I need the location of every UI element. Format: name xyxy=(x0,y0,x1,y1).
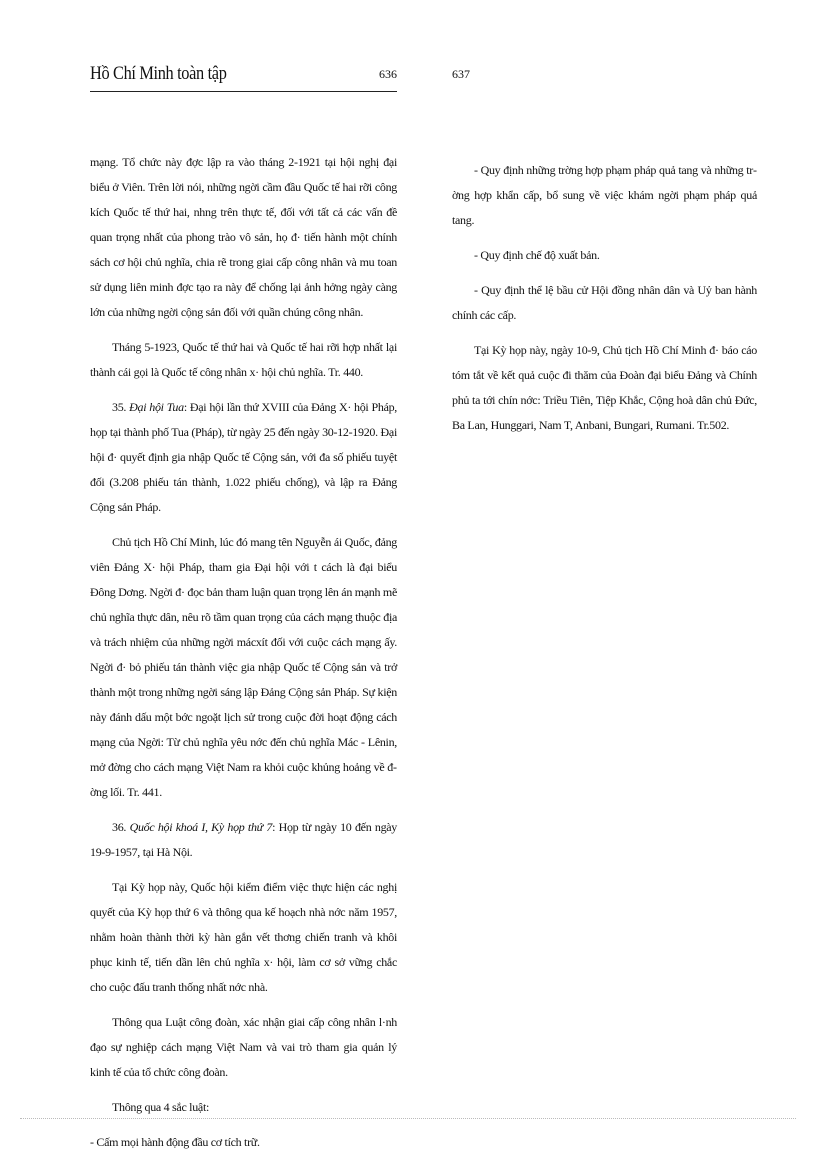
left-column xyxy=(90,150,397,1165)
page-number-left: 636 xyxy=(379,67,397,81)
list-item: - Quy định chế độ xuất bản. xyxy=(474,248,600,262)
running-header xyxy=(90,63,397,92)
note-text: : Họp từ ngày 10 đến ngày 19-9-1957, tại Hà Nội. xyxy=(90,820,397,859)
page-number-right: 637 xyxy=(452,67,470,81)
list-item: - Quy định những trờng hợp phạm pháp quả tang và những trờng hợp khẩn cấp, bổ sung về việc khám ngời phạm pháp quả tang. xyxy=(452,163,757,227)
note-title: Quốc hội khoá I, Kỳ họp thứ 7 xyxy=(129,820,273,834)
page-bottom-rule xyxy=(20,1118,796,1119)
note-text: : Đại hội lần thứ XVIII của Đảng X· hội Pháp, họp tại thành phố Tua (Pháp), từ ngày 25 đến ngày 30-12-1920. Đại hội đ· quyết định gia nhập Quốc tế Cộng sản, với đa số phiếu tuyệt đối (3.208 phiếu tán thành, 1.022 phiếu chống), và lập ra Đảng Cộng sản Pháp. xyxy=(90,400,397,514)
note-number: 35. xyxy=(112,400,130,414)
paragraph: mạng. Tổ chức này đợc lập ra vào tháng 2-1921 tại hội nghị đại biểu ở Viên. Trên lời nói, những ngời cầm đầu Quốc tế hai rỡi công kích Quốc tế thứ hai, nhng trên thực tế, đối với tất cả các vấn đề quan trọng nhất của phong trào vô sản, họ đ· tiến hành một chính sách cơ hội chủ nghĩa, chia rẽ trong giai cấp công nhân và mu toan sử dụng liên minh đợc tạo ra này để chống lại ảnh hởng ngày càng lớn của những ngời cộng sản đối với quần chúng công nhân. xyxy=(90,155,397,319)
paragraph: Tháng 5-1923, Quốc tế thứ hai và Quốc tế hai rỡi hợp nhất lại thành cái gọi là Quốc tế công nhân x· hội chủ nghĩa. Tr. 440. xyxy=(90,340,397,379)
paragraph: Thông qua Luật công đoàn, xác nhận giai cấp công nhân l·nh đạo sự nghiệp cách mạng Việt Nam và vai trò tham gia quản lý kinh tế của tổ chức công đoàn. xyxy=(90,1015,397,1079)
book-title: Hồ Chí Minh toàn tập xyxy=(90,63,227,84)
right-column xyxy=(452,158,757,448)
paragraph: Chủ tịch Hồ Chí Minh, lúc đó mang tên Nguyễn ái Quốc, đảng viên Đảng X· hội Pháp, tham gia Đại hội với t cách là đại biểu Đông Dơng. Ngời đ· đọc bản tham luận quan trọng lên án mạnh mẽ chủ nghĩa thực dân, nêu rõ tầm quan trọng của cách mạng thuộc địa và trách nhiệm của những ngời mácxít đối với cuộc cách mạng ấy. Ngời đ· bỏ phiếu tán thành việc gia nhập Quốc tế Cộng sản và trở thành một trong những ngời sáng lập Đảng Cộng sản Pháp. Sự kiện này đánh dấu một bớc ngoặt lịch sử trong cuộc đời hoạt động cách mạng của Ngời: Từ chủ nghĩa yêu nớc đến chủ nghĩa Mác - Lênin, mở đờng cho cách mạng Việt Nam ra khỏi cuộc khủng hoảng về đờng lối. Tr. 441. xyxy=(90,535,397,799)
note-36 xyxy=(90,815,397,865)
paragraph: Thông qua 4 sắc luật: xyxy=(112,1100,210,1114)
paragraph: Tại Kỳ họp này, ngày 10-9, Chủ tịch Hồ Chí Minh đ· báo cáo tóm tắt về kết quả cuộc đi thăm của Đoàn đại biểu Đảng và Chính phủ ta tới chín nớc: Triều Tiên, Tiệp Khắc, Cộng hoà dân chủ Đức, Ba Lan, Hunggari, Nam T, Anbani, Bungari, Rumani. Tr.502. xyxy=(452,343,757,432)
note-35 xyxy=(90,395,397,520)
paragraph: Tại Kỳ họp này, Quốc hội kiểm điểm việc thực hiện các nghị quyết của Kỳ họp thứ 6 và thông qua kế hoạch nhà nớc năm 1957, nhằm hoàn thành thời kỳ hàn gắn vết thơng chiến tranh và khôi phục kinh tế, tiến dần lên chủ nghĩa x· hội, làm cơ sở vững chắc cho cuộc đấu tranh thống nhất nớc nhà. xyxy=(90,880,397,994)
note-title: Đại hội Tua xyxy=(129,400,184,414)
list-item: - Quy định thể lệ bầu cử Hội đồng nhân dân và Uỷ ban hành chính các cấp. xyxy=(452,283,757,322)
note-number: 36. xyxy=(112,820,130,834)
list-item: - Cấm mọi hành động đầu cơ tích trữ. xyxy=(90,1135,260,1149)
